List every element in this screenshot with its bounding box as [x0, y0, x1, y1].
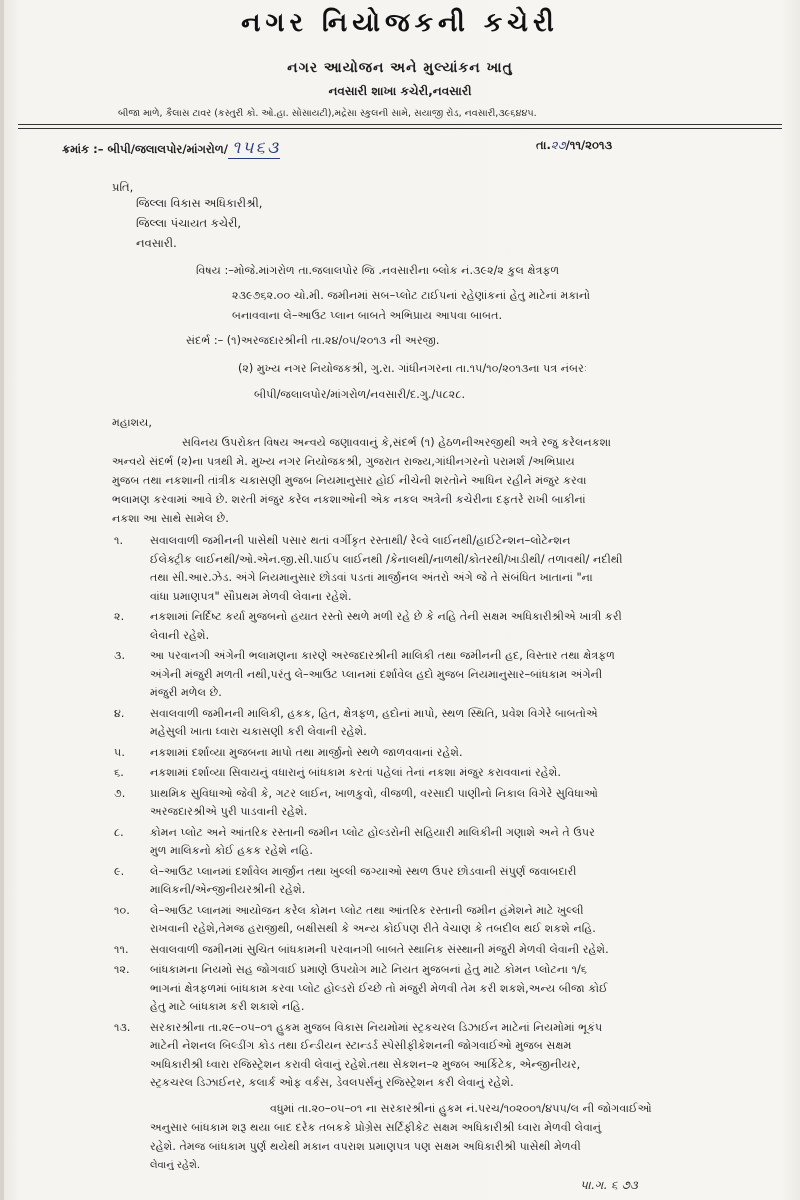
- letter-date: [536, 138, 612, 153]
- condition-text-line: મહેસુલી ખાતા ધ્વારા ચકાસણી કરી લેવાની રહેશે.: [150, 725, 367, 739]
- condition-text-line: સ્ટ્રકચરલ ડિઝાઈનર, કલાર્ક ઓફ વર્કસ, ડેવલપર્સનું રજિસ્ટ્રેશન કરી લેવાનું રહેશે.: [150, 1076, 514, 1090]
- continuation-line-3: રહેશે. તેમજ બાંધકામ પુર્ણ થયેથી મકાન વપરાશ પ્રમાણપત્ર પણ સક્ષમ અધિકારીશ્રી પાસેથી મેળવી: [150, 1140, 581, 1153]
- continuation-line-4: લેવાનું રહેશે.: [150, 1160, 201, 1171]
- condition-text-line: તથા સી.આર.ઝેડ. અંગે નિયમાનુસાર છોડવાં પડતાં માર્જીનલ અંતરો અંગે જે તે સંબંધિત ખાતાનાં "ના: [150, 571, 593, 585]
- condition-text-line: નકશામાં દર્શાવ્યા મુજબના માપો તથા માર્જીનો સ્થળે જાળવવાનાં રહેશે.: [150, 745, 463, 759]
- condition-number: ૧૩.: [114, 1020, 131, 1034]
- recipient-line-3: નવસારી.: [136, 236, 177, 250]
- department-name: નગર આયોજન અને મુલ્યાંકન ખાતુ: [287, 60, 513, 76]
- header-rule-top: [18, 124, 782, 125]
- condition-text-line: મંજુરી મળેલ છે.: [150, 686, 222, 700]
- condition-text-line: રાખવાની રહેશે,તેમજ હરાજીથી, બક્ષીસથી કે અન્ય કોઈપણ રીતે વેચાણ કે તબદીલ થઈ શકશે નહિ.: [150, 922, 596, 936]
- condition-text-line: વાંધા પ્રમાણપત્ર" સૌપ્રથમ મેળવી લેવાના રહેશે.: [150, 589, 352, 603]
- reference-line-1: સંદર્ભ :– (૧)અરજદારશ્રીની તા.૨૪/૦૫/૨૦૧૩ ની અરજી.: [186, 334, 440, 347]
- condition-text-line: મુળ માલિકનો કોઈ હકક રહેશે નહિ.: [150, 844, 313, 858]
- condition-text-line: હેતુ માટે બાંધકામ કરી શકાશે નહિ.: [150, 1000, 305, 1014]
- condition-number: ૯.: [114, 864, 125, 878]
- condition-item: [62, 1019, 782, 1093]
- continuation-line-1: વધુમાં તા.૨૦–૦૫–૦૧ ના સરકારશ્રીનાં હુકમ નં.પરચ/૧૦૨૦૦૧/૪૫૫/લ ની જોગવાઈઓ: [270, 1102, 652, 1115]
- condition-text-line: માટેની નેશનલ બિલ્ડીંગ કોડ તથા ઈન્ડીયન સ્ટાન્ડર્ડ સ્પેસીફીકેશનની જોગવાઈઓ મુજબ સક્ષમ: [150, 1039, 572, 1053]
- condition-text-line: ઈલેક્ટ્રીક લાઈનથી/ઓ.એન.જી.સી.પાઈપ લાઈનથી /કેનાલથી/નાળથી/કોતરથી/ખાડીથી/ તળાવથી/ નદીથી: [150, 552, 623, 566]
- condition-text-line: અંગેની મંજુરી મળતી નથી,પરંતુ લે–આઉટ પ્લાનમાં દર્શાવેલ હદો મુજબ નિયમાનુસાર–બાંધકામ અંગેની: [150, 667, 603, 681]
- condition-item: [62, 705, 782, 742]
- intro-line-3: મુજબ તથા નકશાની તાંત્રીક ચકાસણી મુજબ નિયમાનુસાર હોઈ નીચેની શરતોને આધિન રહીને મંજુર કરવા: [112, 474, 587, 487]
- condition-text-line: અરજદારશ્રીએ પુરી પાડવાની રહેશે.: [150, 805, 308, 819]
- subject-line-1: વિષય :–મોજે.માંગરોળ તા.જલાલપોર જિ .નવસારીના બ્લોક નં.૩૯૨/૨ કુલ ક્ષેત્રફળ: [196, 264, 560, 277]
- subject-line-2: ૨૩૯૭૬૨.૦૦ ચો.મી. જમીનમાં સબ–પ્લોટ ટાઈપનાં રહેણાંકનાં હેતુ માટેનાં મકાનો: [232, 289, 591, 302]
- reference-line-2: (૨) મુખ્ય નગર નિયોજકશ્રી, ગુ.રા. ગાંધીનગરના તા.૧૫/૧૦/૨૦૧૩ના પત્ર નંબરઃ: [238, 362, 588, 375]
- condition-item: [62, 824, 782, 861]
- office-address: બીજા માળે, કૈલાસ ટાવર (કસ્તુરી કો. ઓ.હા. સોસાયટી),મદ્રેસા સ્કુલની સામે, સયાજી રોડ, નવસારી,૩૯૬૪૪૫.: [118, 108, 537, 119]
- condition-text-line: નકશામાં નિર્દિષ્ટ કર્યા મુજબનો હયાત રસ્તો સ્થળે મળી રહે છે કે નહિ તેની સક્ષમ અધિકારીશ્રીએ ખાત્રી કરી: [150, 610, 622, 624]
- condition-item: [62, 744, 782, 763]
- condition-item: [62, 941, 782, 960]
- date-label: તા.: [536, 138, 551, 152]
- condition-number: ૫.: [114, 745, 125, 759]
- intro-line-1: સવિનય ઉપરોક્ત વિષય અન્વયે જણાવવાનું કે,સંદર્ભ (૧) હેઠળનીઅરજીથી અત્રે રજુ કરેલનકશા: [182, 436, 612, 449]
- condition-text-line: કોમન પ્લોટ અને આંતરિક રસ્તાની જમીન પ્લોટ હોલ્ડરોની સહિયારી માલિકીની ગણાશે અને તે ઉપર: [150, 825, 595, 839]
- condition-number: ૩.: [114, 649, 126, 663]
- intro-line-2: અન્વયે સંદર્ભ (૨)ના પત્રથી મે. મુખ્ય નગર નિયોજકશ્રી, ગુજરાત રાજ્ય,ગાંધીનગરનો પરામર્શ /અભિપ્રાય: [112, 455, 575, 468]
- condition-number: ૮.: [114, 825, 124, 839]
- recipient-line-2: જિલ્લા પંચાયત કચેરી,: [136, 216, 242, 230]
- condition-number: ૧.: [114, 534, 124, 547]
- condition-text-line: આ પરવાનગી અંગેની ભલામણના કારણે અરજદારશ્રીની માલિકી તથા જમીનની હદ, વિસ્તાર તથા ક્ષેત્રફળ: [150, 649, 615, 663]
- reference-number: [62, 138, 280, 158]
- condition-text-line: માલિકની/એન્જીનીયરશ્રીની રહેશે.: [150, 883, 306, 897]
- condition-text-line: સવાલવાળી જમીનની માલિકી, હકક, હિત, ક્ષેત્રફળ, હદોનાં માપો, સ્થળ સ્થિતિ, પ્રવેશ વિગેરે બાબતોએ: [150, 706, 598, 720]
- condition-text-line: સવાલવાળી જમીનમાં સુચિત બાંધકામની પરવાનગી બાબતે સ્થાનિક સંસ્થાની મંજુરી મેળવી લેવાની રહેશે.: [150, 942, 609, 956]
- condition-text-line: સરકારશ્રીના તા.૨૯–૦૫–૦૧ હુકમ મુજબ વિકાસ નિયમોમાં સ્ટ્રકચરલ ડિઝાઈન માટેનાં નિયમોમાં ભૂકંપ: [150, 1020, 603, 1034]
- condition-text-line: લે–આઉટ પ્લાનમાં આયોજન કરેલ કોમન પ્લોટ તથા આંતરિક રસ્તાની જમીન હંમેશને માટે ખુલ્લી: [150, 903, 584, 917]
- condition-item: [62, 863, 782, 900]
- condition-text-line: બાંધકામના નિયમો સહ જોગવાઈ પ્રમાણે ઉપયોગ માટે નિયત મુજબનાં હેતુ માટે કોમન પ્લોટના ૧/૬: [150, 963, 588, 976]
- condition-item: [62, 532, 782, 606]
- intro-line-4: ભલામણ કરવામાં આવે છે. શરતી મંજુર કરેલ નકશાઓની એક નકલ અત્રેની કચેરીના દફતરે રાખી બાકીનાં: [112, 493, 586, 506]
- intro-line-5: નકશા આ સાથે સામેલ છે.: [112, 512, 229, 525]
- header-rule-bottom: [18, 128, 782, 129]
- date-rest: /૧૧/૨૦૧૩: [565, 138, 613, 152]
- condition-number: ૧૧.: [114, 942, 129, 956]
- condition-item: [62, 647, 782, 703]
- condition-item: [62, 961, 782, 1017]
- condition-text-line: નકશામાં દર્શાવ્યા સિવાયનું વધારાનું બાંધકામ કરતાં પહેલાં તેનાં નકશા મંજુર કરાવવાનાં રહેશે.: [150, 766, 561, 780]
- condition-item: [62, 608, 782, 645]
- continuation-line-2: અનુસાર બાંધકામ શરૂ થયા બાદ દરેક તબકકે પ્રોગ્રેસ સર્ટિફીકેટ સક્ષમ અધિકારીશ્રી ધ્વારા મેળવી લેવાનું: [150, 1121, 602, 1134]
- date-handwritten-day: ૨૭: [550, 138, 566, 152]
- subject-line-3: બનાવવાના લે–આઉટ પ્લાન બાબતે અભિપ્રાય આપવા બાબત.: [232, 309, 503, 322]
- recipient-prati: પ્રતિ,: [112, 180, 134, 194]
- page-stamp: પા.ગ. ૬ ૭૩: [580, 1178, 638, 1192]
- office-title: નગર નિયોજકની કચેરી: [241, 8, 559, 38]
- condition-number: ૬.: [114, 766, 124, 780]
- condition-text-line: પ્રાથમિક સુવિધાઓ જેવી કે, ગટર લાઈન, ખાળકુવો, વીજળી, વરસાદી પાણીનો નિકાલ વિગેરે સુવિધાઓ: [150, 786, 599, 800]
- scan-edge: [0, 0, 4, 1200]
- reference-line-3: બીપી/જલાલપોર/માંગરોળ/નવસારી/દ.ગુ./૫૮૨૮.: [254, 388, 466, 401]
- condition-item: [62, 902, 782, 939]
- reference-handwritten-number: ૧૫૬૩: [228, 138, 280, 159]
- condition-number: ૭.: [114, 786, 126, 800]
- reference-label: ક્રમાંક :– બીપી/જલાલપોર/માંગરોળ/: [62, 142, 228, 156]
- condition-text-line: ભાગનાં ક્ષેત્રફળમાં બાંધકામ કરવા પ્લોટ હોલ્ડરો ઈચ્છે તો મંજુરી મેળવી તેમ કરી શકશે,અન્ય બીજા કોઈ: [150, 981, 608, 995]
- condition-number: ૧૨.: [114, 963, 130, 976]
- condition-text-line: લેવાની રહેશે.: [150, 628, 210, 642]
- condition-text-line: સવાલવાળી જમીનની પાસેથી પસાર થતાં વર્ગીકૃત રસ્તાથી/ રેલ્વે લાઈનથી/હાઈટેન્શન–લોટેન્શન: [150, 534, 571, 547]
- branch-name: નવસારી શાખા કચેરી,નવસારી: [328, 84, 472, 98]
- condition-number: ૧૦.: [114, 903, 130, 917]
- condition-text-line: અધિકારીશ્રી ધ્વારા રજિસ્ટ્રેશન કરાવી લેવાનું રહેશે.તથા સેકશન–૨ મુજબ આર્કિટેક, એન્જીનીયર,: [150, 1057, 581, 1071]
- condition-item: [62, 785, 782, 822]
- recipient-line-1: જિલ્લા વિકાસ અધિકારીશ્રી,: [136, 196, 263, 210]
- condition-text-line: લે–આઉટ પ્લાનમાં દર્શાવેલ માર્જીન તથા ખુલ્લી જગ્યાઓ સ્થળ ઉપર છોડવાની સંપુર્ણ જવાબદારી: [150, 864, 577, 878]
- condition-number: ૪.: [114, 706, 125, 720]
- salutation: મહાશય,: [112, 416, 152, 429]
- condition-number: ૨.: [114, 610, 125, 624]
- condition-item: [62, 764, 782, 783]
